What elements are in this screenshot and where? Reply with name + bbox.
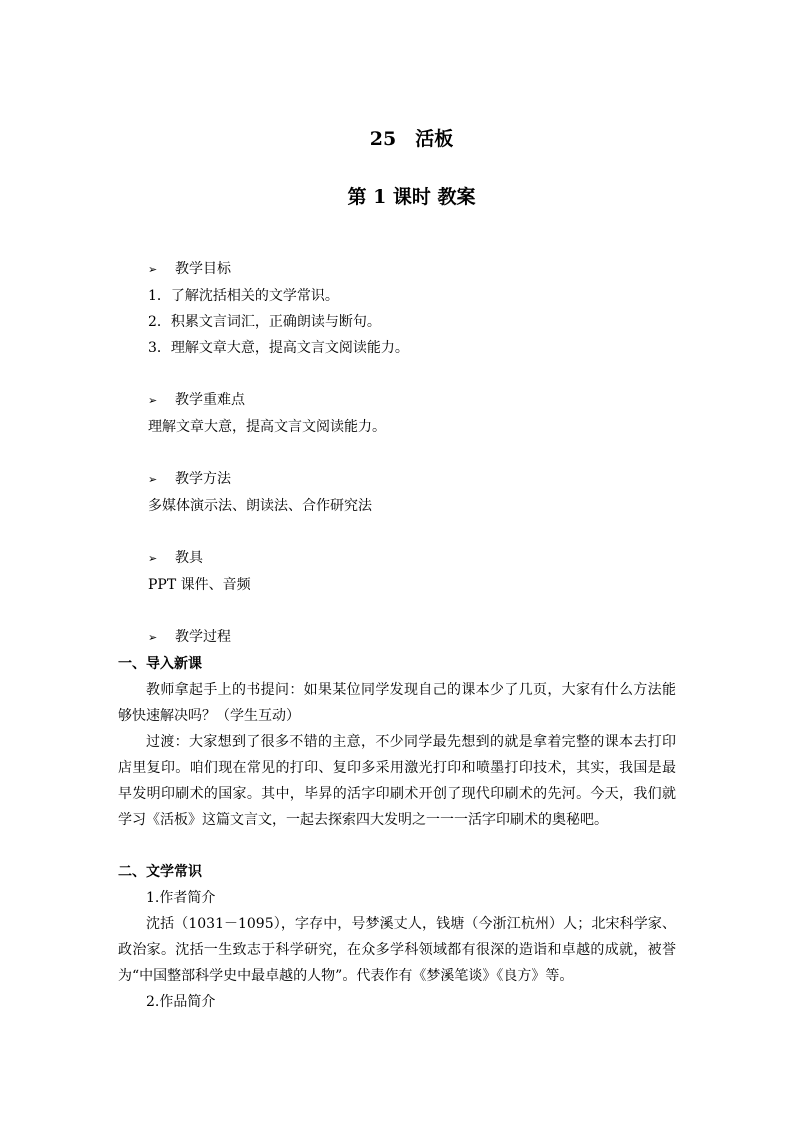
arrow-bullet-icon: ➢ xyxy=(148,394,158,407)
section-text: 多媒体演示法、朗读法、合作研究法 xyxy=(148,498,372,514)
lesson-subtitle: 第 1 课时 教案 xyxy=(347,186,476,208)
section-goals xyxy=(148,256,676,283)
section-keypoints xyxy=(148,387,676,414)
document-body xyxy=(118,256,676,1015)
section-heading: 教学方法 xyxy=(175,471,231,487)
arrow-bullet-icon: ➢ xyxy=(148,473,158,486)
lesson-title: 25 活板 xyxy=(369,128,454,150)
section-heading: 教具 xyxy=(175,550,203,566)
section-heading: 教学重难点 xyxy=(175,392,245,408)
subheading: 1.作者简介 xyxy=(146,890,216,906)
section-text: PPT 课件、音频 xyxy=(148,577,251,593)
section-tools xyxy=(148,545,676,572)
section-methods xyxy=(148,466,676,493)
arrow-bullet-icon: ➢ xyxy=(148,263,158,276)
arrow-bullet-icon: ➢ xyxy=(148,552,158,565)
section-text: 理解文章大意，提高文言文阅读能力。 xyxy=(148,419,386,435)
subheading: 2.作品简介 xyxy=(146,994,216,1010)
paragraph: 过渡：大家想到了很多不错的主意，不少同学最先想到的就是拿着完整的课本去打印店里复印。咱们现在常见的打印、复印多采用激光打印和喷墨打印技术，其实，我国是最早发明印刷术的国家。其中，毕昇的活字印刷术开创了现代印刷术的先河。今天，我们就学习《活板》这篇文言文，一起去探索四大发明之一一一活字印刷术的奥秘吧。 xyxy=(118,734,676,828)
section-heading: 教学目标 xyxy=(175,261,231,277)
list-item: 1．了解沈括相关的文学常识。 xyxy=(148,288,339,304)
part2-heading: 二、文学常识 xyxy=(118,864,202,880)
list-item: 3．理解文章大意，提高文言文阅读能力。 xyxy=(148,340,409,356)
list-item: 2．积累文言词汇，正确朗读与断句。 xyxy=(148,314,381,330)
section-process xyxy=(148,624,676,651)
section-heading: 教学过程 xyxy=(175,629,231,645)
paragraph: 教师拿起手上的书提问：如果某位同学发现自己的课本少了几页，大家有什么方法能够快速解决吗？（学生互动） xyxy=(118,682,676,724)
paragraph: 沈括（1031－1095），字存中，号梦溪丈人，钱塘（今浙江杭州）人；北宋科学家、政治家。沈括一生致志于科学研究，在众多学科领域都有很深的造诣和卓越的成就，被誉为“中国整部科学史中最卓越的人物”。代表作有《梦溪笔谈》《良方》等。 xyxy=(118,916,676,984)
part1-heading: 一、导入新课 xyxy=(118,656,202,672)
arrow-bullet-icon: ➢ xyxy=(148,631,158,644)
